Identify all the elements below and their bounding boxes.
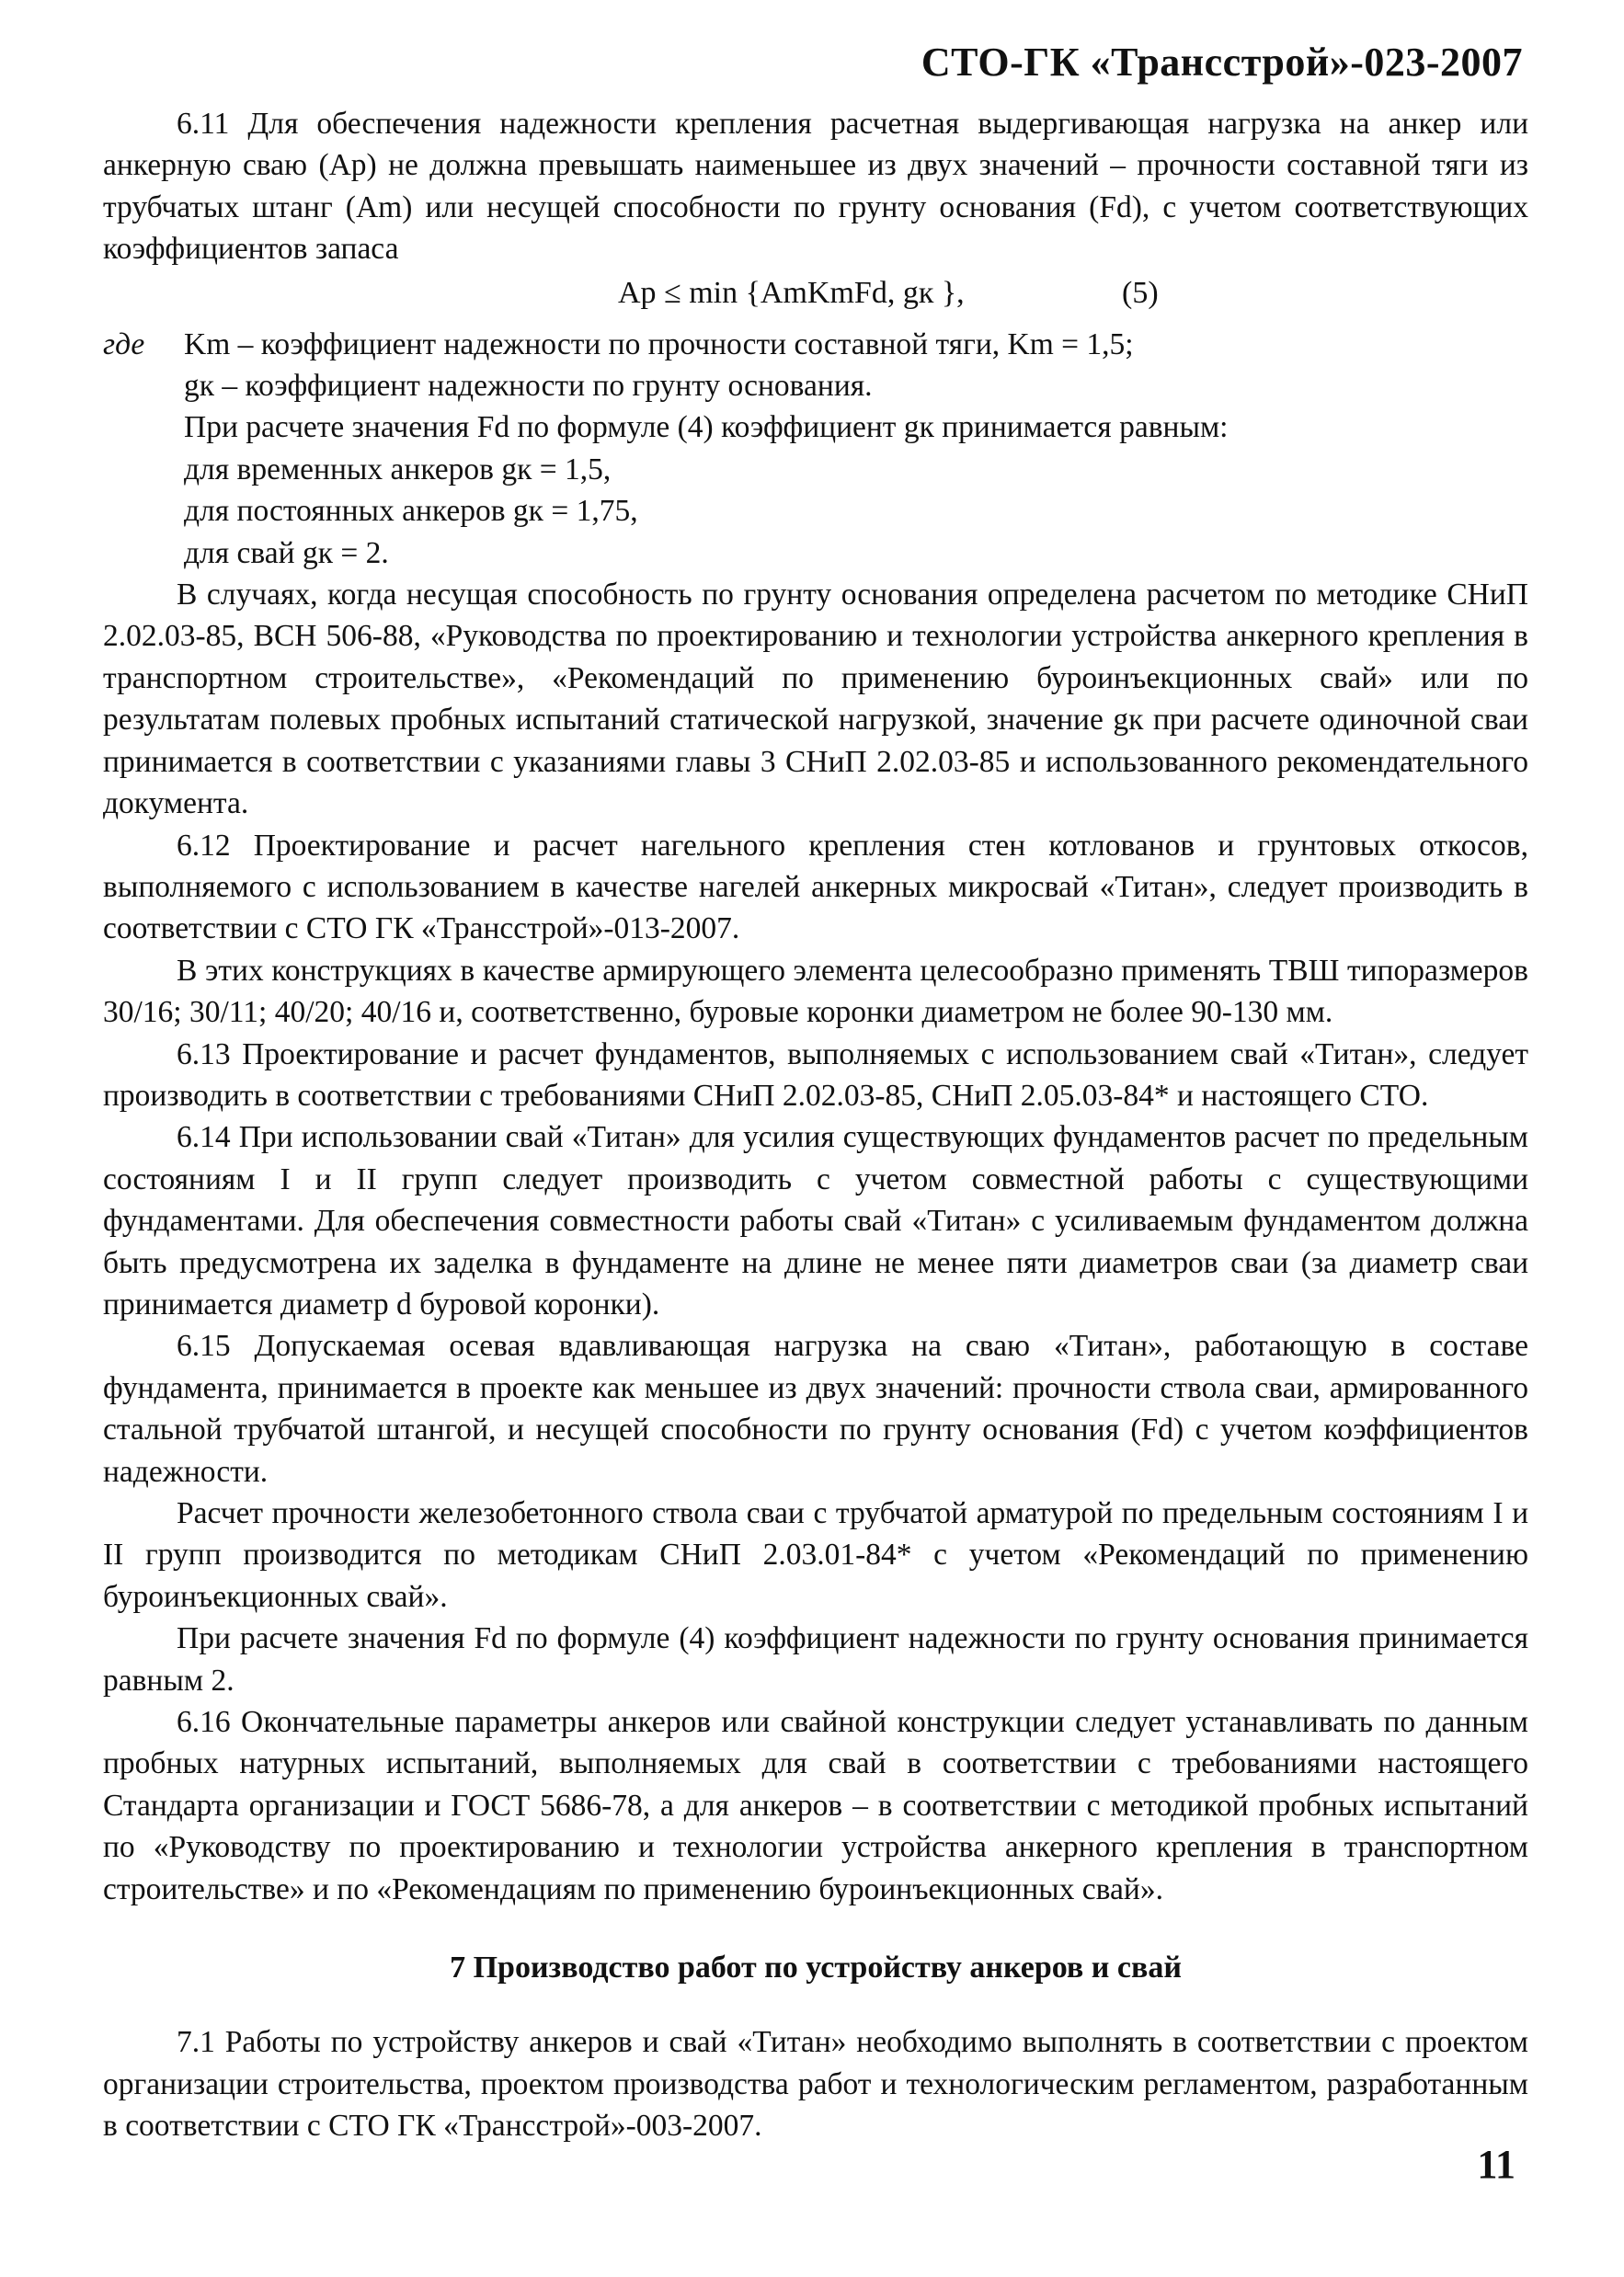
piles-line: для свай gк = 2. [184,535,389,570]
paragraph-7-1: 7.1 Работы по устройству анкеров и свай «Титан» необходимо выполнять в соответствии с проектом организации строительства, проектом производства работ и технологическим регламентом, разработанным в соответствии с СТО ГК «Трансстрой»-003-2007. [103,2025,1528,2144]
page-body [103,103,1528,2147]
paragraph-6-15-c: При расчете значения Fd по формуле (4) коэффициент надежности по грунту основания принимается равным 2. [103,1621,1528,1698]
formula-expression: Ap ≤ min {AmKmFd, gк }, [618,275,965,310]
paragraph-6-15-b: Расчет прочности железобетонного ствола сваи с трубчатой арматурой по предельным состояниям I и II групп производится по методикам СНиП 2.03.01-84* с учетом «Рекомендаций по применению буроинъекционных свай». [103,1496,1528,1614]
formula-number: (5) [1122,275,1159,310]
paragraph-6-14: 6.14 При использовании свай «Титан» для усилия существующих фундаментов расчет по предельным состояниям I и II групп следует производить с учетом совместной работы с существующими фундаментами. Для обеспечения совместности работы свай «Титан» с усиливаемым фундаментом должна быть предусмотрена их заделка в фундаменте на длине не менее пяти диаметров сваи (за диаметр сваи принимается диаметр d буровой коронки). [103,1120,1528,1322]
formula-5 [103,272,1528,324]
section-7-heading: 7 Производство работ по устройству анкеров и свай [450,1951,1182,1985]
paragraph-6-12: 6.12 Проектирование и расчет нагельного крепления стен котлованов и грунтовых откосов, выполняемого с использованием в качестве нагелей анкерных микросвай «Титан», следует производить в соответствии с СТО ГК «Трансстрой»-013-2007. [103,828,1528,946]
where-km-line [103,324,1528,365]
paragraph-6-11: 6.11 Для обеспечения надежности крепления расчетная выдергивающая нагрузка на анкер или анкерную сваю (Ap) не должна превышать наименьшее из двух значений – прочности составной тяги из трубчатых штанг (Am) или несущей способности по грунту основания (Fd), с учетом соответствующих коэффициентов запаса [103,107,1528,267]
document-code-header: СТО-ГК «Трансстрой»-023-2007 [921,40,1523,85]
where-keyword: где [103,326,145,361]
paragraph-cases: В случаях, когда несущая способность по грунту основания определена расчетом по методике СНиП 2.02.03-85, ВСН 506-88, «Руководства по проектированию и технологии устройства анкерного крепления в транспортном строительстве», «Рекомендаций по применению буроинъекционных свай» или по результатам полевых пробных испытаний статической нагрузкой, значение gк при расчете одиночной сваи принимается в соответствии с указаниями главы 3 СНиП 2.02.03-85 и использованного рекомендательного документа. [103,578,1528,821]
calc-intro-line: При расчете значения Fd по формуле (4) коэффициент gк принимается равным: [184,410,1229,445]
temp-anchors-line: для временных анкеров gк = 1,5, [184,452,612,486]
paragraph-6-16: 6.16 Окончательные параметры анкеров или свайной конструкции следует устанавливать по данным пробных натурных испытаний, выполняемых для свай в соответствии с требованиями настоящего Стандарта организации и ГОСТ 5686-78, а для анкеров – в соответствии с методикой пробных испытаний по «Руководству по проектированию и технологии устройства анкерного крепления в транспортном строительстве» и по «Рекомендациям по применению буроинъекционных свай». [103,1705,1528,1906]
perm-anchors-line: для постоянных анкеров gк = 1,75, [184,494,638,529]
page-number: 11 [1477,2142,1515,2187]
paragraph-6-13: 6.13 Проектирование и расчет фундаментов, выполняемых с использованием свай «Титан», следует производить в соответствии с требованиями СНиП 2.02.03-85, СНиП 2.05.03-84* и настоящего СТО. [103,1036,1528,1113]
paragraph-6-15: 6.15 Допускаемая осевая вдавливающая нагрузка на сваю «Титан», работающую в составе фундамента, принимается в проекте как меньшее из двух значений: прочности ствола сваи, армированного стальной трубчатой штангой, и несущей способности по грунту основания (Fd) с учетом коэффициентов надежности. [103,1329,1528,1489]
where-gk-line: gк – коэффициент надежности по грунту основания. [184,369,873,404]
paragraph-6-12-b: В этих конструкциях в качестве армирующего элемента целесообразно применять ТВШ типоразмеров 30/16; 30/11; 40/20; 40/16 и, соответственно, буровые коронки диаметром не более 90-130 мм. [103,953,1528,1030]
where-km-text: Km – коэффициент надежности по прочности составной тяги, Km = 1,5; [184,326,1134,361]
